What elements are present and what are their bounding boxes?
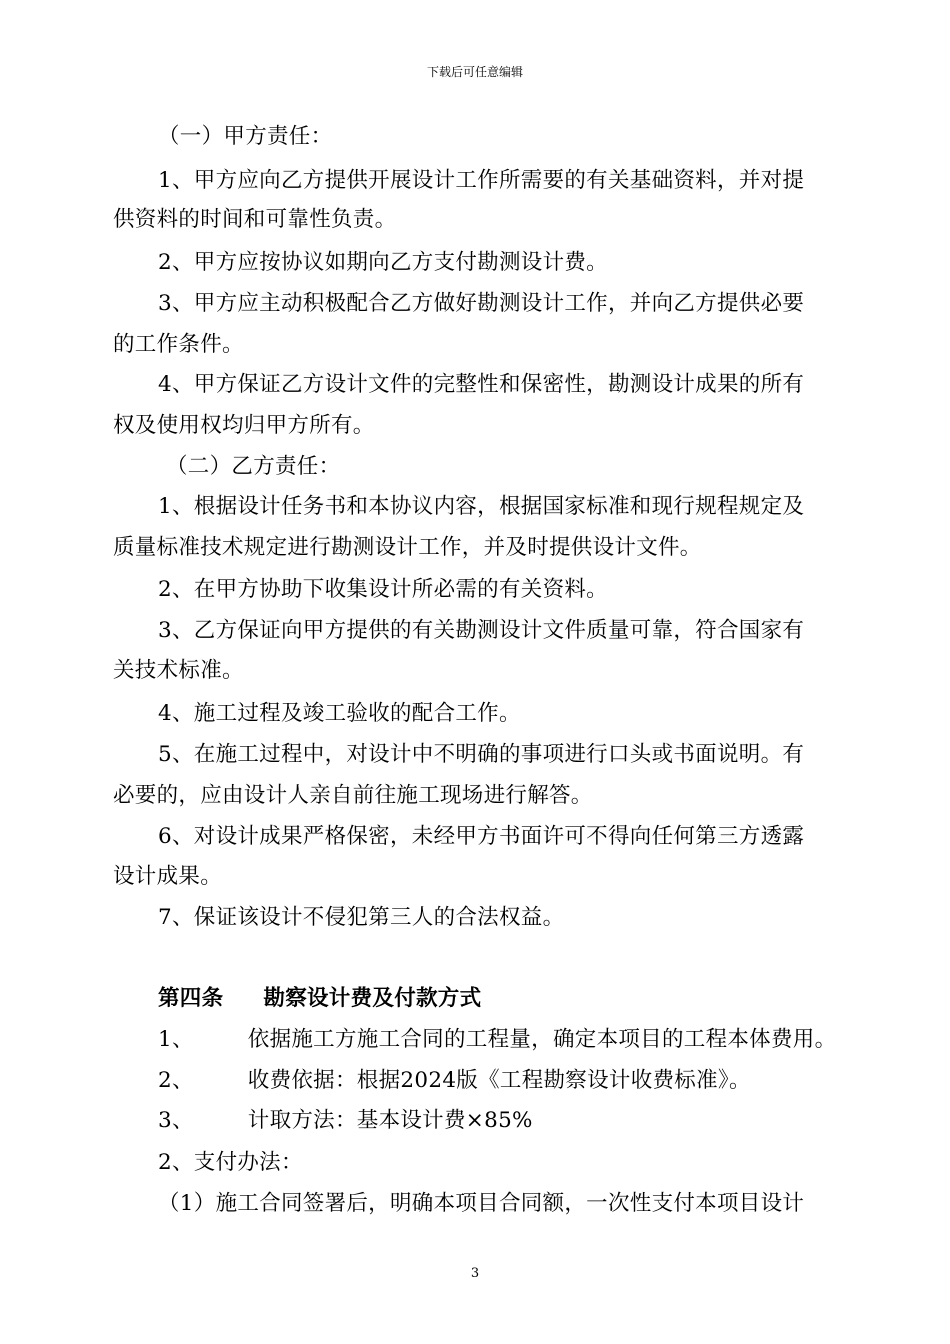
- article-4-item-3: [158, 1106, 843, 1136]
- article-number: 第四条: [158, 986, 224, 1011]
- item-number: 1、: [158, 1027, 194, 1052]
- party-a-item-3-cont: 的工作条件。: [113, 332, 244, 357]
- party-a-item-1-cont: 供资料的时间和可靠性负责。: [113, 207, 397, 232]
- party-b-item-4: 4、施工过程及竣工验收的配合工作。: [158, 701, 521, 726]
- party-b-item-5-cont: 必要的，应由设计人亲自前往施工现场进行解答。: [113, 783, 593, 808]
- article-4-heading: [158, 984, 843, 1014]
- item-number: 2、: [158, 1068, 194, 1093]
- page-header: 下载后可任意编辑: [426, 65, 523, 79]
- party-a-item-3: 3、甲方应主动积极配合乙方做好勘测设计工作，并向乙方提供必要: [158, 291, 805, 316]
- party-a-item-4-cont: 权及使用权均归甲方所有。: [113, 413, 375, 438]
- party-b-item-3-cont: 关技术标准。: [113, 658, 244, 683]
- party-b-item-1-cont: 质量标准技术规定进行勘测设计工作，并及时提供设计文件。: [113, 535, 702, 560]
- party-b-item-3: 3、乙方保证向甲方提供的有关勘测设计文件质量可靠，符合国家有: [158, 618, 805, 643]
- item-number: 3、: [158, 1108, 194, 1133]
- item-text: 计取方法：基本设计费×85%: [247, 1108, 533, 1133]
- party-b-item-6: 6、对设计成果严格保密，未经甲方书面许可不得向任何第三方透露: [158, 824, 805, 849]
- article-4-item-2: [158, 1066, 843, 1096]
- payment-heading: 2、支付办法：: [158, 1150, 303, 1175]
- page-number: 3: [470, 1266, 480, 1281]
- party-a-item-1: 1、甲方应向乙方提供开展设计工作所需要的有关基础资料，并对提: [158, 168, 805, 193]
- payment-item-1: （1）施工合同签署后，明确本项目合同额，一次性支付本项目设计: [158, 1191, 805, 1216]
- party-b-item-1: 1、根据设计任务书和本协议内容，根据国家标准和现行规程规定及: [158, 494, 805, 519]
- party-b-heading: （二）乙方责任：: [166, 454, 341, 479]
- article-title: 勘察设计费及付款方式: [263, 986, 482, 1011]
- item-text: 收费依据：根据2024版《工程勘察设计收费标准》。: [247, 1068, 751, 1093]
- article-4-item-1: [158, 1025, 843, 1055]
- party-a-item-2: 2、甲方应按协议如期向乙方支付勘测设计费。: [158, 250, 608, 275]
- item-text: 依据施工方施工合同的工程量，确定本项目的工程本体费用。: [247, 1027, 837, 1052]
- party-b-item-2: 2、在甲方协助下收集设计所必需的有关资料。: [158, 577, 608, 602]
- party-b-item-5: 5、在施工过程中，对设计中不明确的事项进行口头或书面说明。有: [158, 742, 805, 767]
- party-a-heading: （一）甲方责任：: [158, 124, 333, 149]
- party-a-item-4: 4、甲方保证乙方设计文件的完整性和保密性，勘测设计成果的所有: [158, 372, 805, 397]
- party-b-item-6-cont: 设计成果。: [113, 864, 223, 889]
- party-b-item-7: 7、保证该设计不侵犯第三人的合法权益。: [158, 905, 565, 930]
